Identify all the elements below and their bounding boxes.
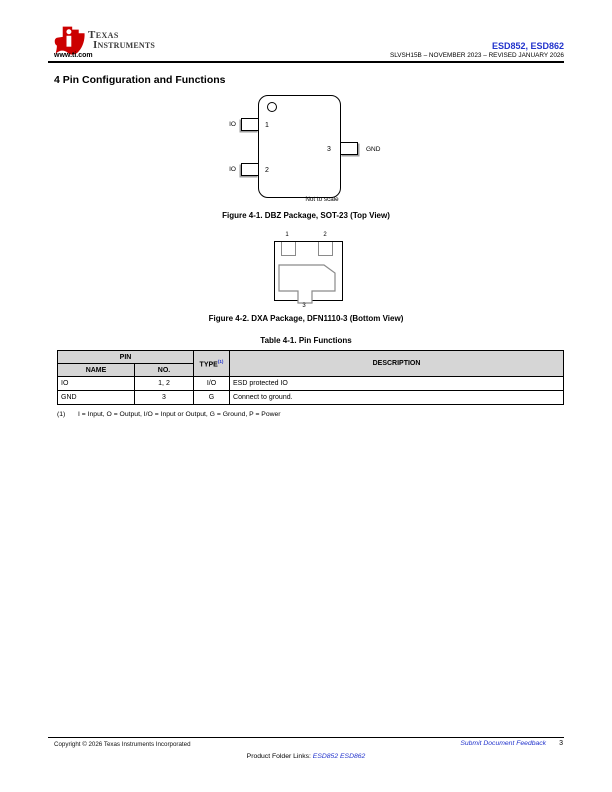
col-header-no: NO.: [135, 364, 194, 377]
ti-website-link[interactable]: www.ti.com: [54, 52, 93, 59]
part-numbers-link[interactable]: ESD852, ESD862: [491, 41, 564, 51]
cell-no: 3: [135, 391, 194, 405]
sot23-pin3-number: 3: [327, 146, 331, 153]
cell-type: G: [194, 391, 230, 405]
dfn-pad1-number: 1: [285, 232, 289, 238]
cell-name: GND: [58, 391, 135, 405]
col-header-name: NAME: [58, 364, 135, 377]
footnote-marker: (1): [57, 411, 66, 418]
product-link-esd852[interactable]: ESD852: [312, 753, 339, 760]
table-header-row-1: [58, 351, 564, 364]
type-footnote-ref[interactable]: (1): [217, 358, 224, 364]
footer-rule: [48, 737, 564, 738]
sot23-pin2-number: 2: [265, 167, 269, 174]
col-header-description: DESCRIPTION: [230, 351, 564, 377]
product-folder-links: [0, 753, 612, 760]
dfn-pad3-thermal: [278, 264, 338, 306]
figure2-caption: Figure 4-2. DXA Package, DFN1110-3 (Bottom View): [208, 314, 404, 323]
section-title: 4 Pin Configuration and Functions: [54, 74, 226, 86]
cell-no: 1, 2: [135, 377, 194, 391]
copyright-notice: Copyright © 2026 Texas Instruments Incorporated: [54, 741, 191, 748]
table-row: [58, 377, 564, 391]
not-to-scale-note: Not to scale: [305, 196, 339, 203]
col-header-type: TYPE$^{(1)}$: [194, 351, 230, 377]
sot23-pin1-lead: [241, 118, 259, 131]
table-row: [58, 391, 564, 405]
brand-line-instruments: Instruments: [93, 39, 156, 51]
brand-name: [88, 30, 155, 50]
dfn-pad1: [281, 242, 296, 256]
pin1-indicator-dot: [267, 102, 277, 112]
table-title: Table 4-1. Pin Functions: [260, 336, 352, 345]
footnote-text: I = Input, O = Output, I/O = Input or Output, G = Ground, P = Power: [78, 411, 281, 418]
sot23-pin2-lead: [241, 163, 259, 176]
sot23-pin1-signal: IO: [229, 121, 236, 128]
cell-description: Connect to ground.: [230, 391, 564, 405]
brand-line-texas: Texas: [88, 29, 119, 41]
sot23-pin2-signal: IO: [229, 166, 236, 173]
sot23-pin1-number: 1: [265, 122, 269, 129]
sot23-pin3-signal: GND: [366, 146, 381, 153]
footer-right: [460, 740, 563, 747]
dfn-pad3-number: 3: [302, 303, 306, 309]
col-header-pin: PIN: [58, 351, 194, 364]
dfn-pad2-number: 2: [323, 232, 327, 238]
header-rule: [48, 61, 564, 63]
table-footnote: [57, 411, 281, 418]
cell-name: IO: [58, 377, 135, 391]
doc-revision-info: SLVSH15B – NOVEMBER 2023 – REVISED JANUARY 2026: [389, 52, 564, 59]
page-number: 3: [559, 740, 563, 747]
sot23-pin3-lead: [340, 142, 358, 155]
cell-type: I/O: [194, 377, 230, 391]
pin-functions-table: [57, 350, 564, 405]
dfn-pad2: [318, 242, 333, 256]
submit-feedback-link[interactable]: Submit Document Feedback: [460, 740, 547, 747]
product-links-label: Product Folder Links:: [246, 753, 311, 760]
product-link-esd862[interactable]: ESD862: [340, 753, 366, 760]
figure1-caption: Figure 4-1. DBZ Package, SOT-23 (Top View): [222, 211, 390, 220]
cell-description: ESD protected IO: [230, 377, 564, 391]
